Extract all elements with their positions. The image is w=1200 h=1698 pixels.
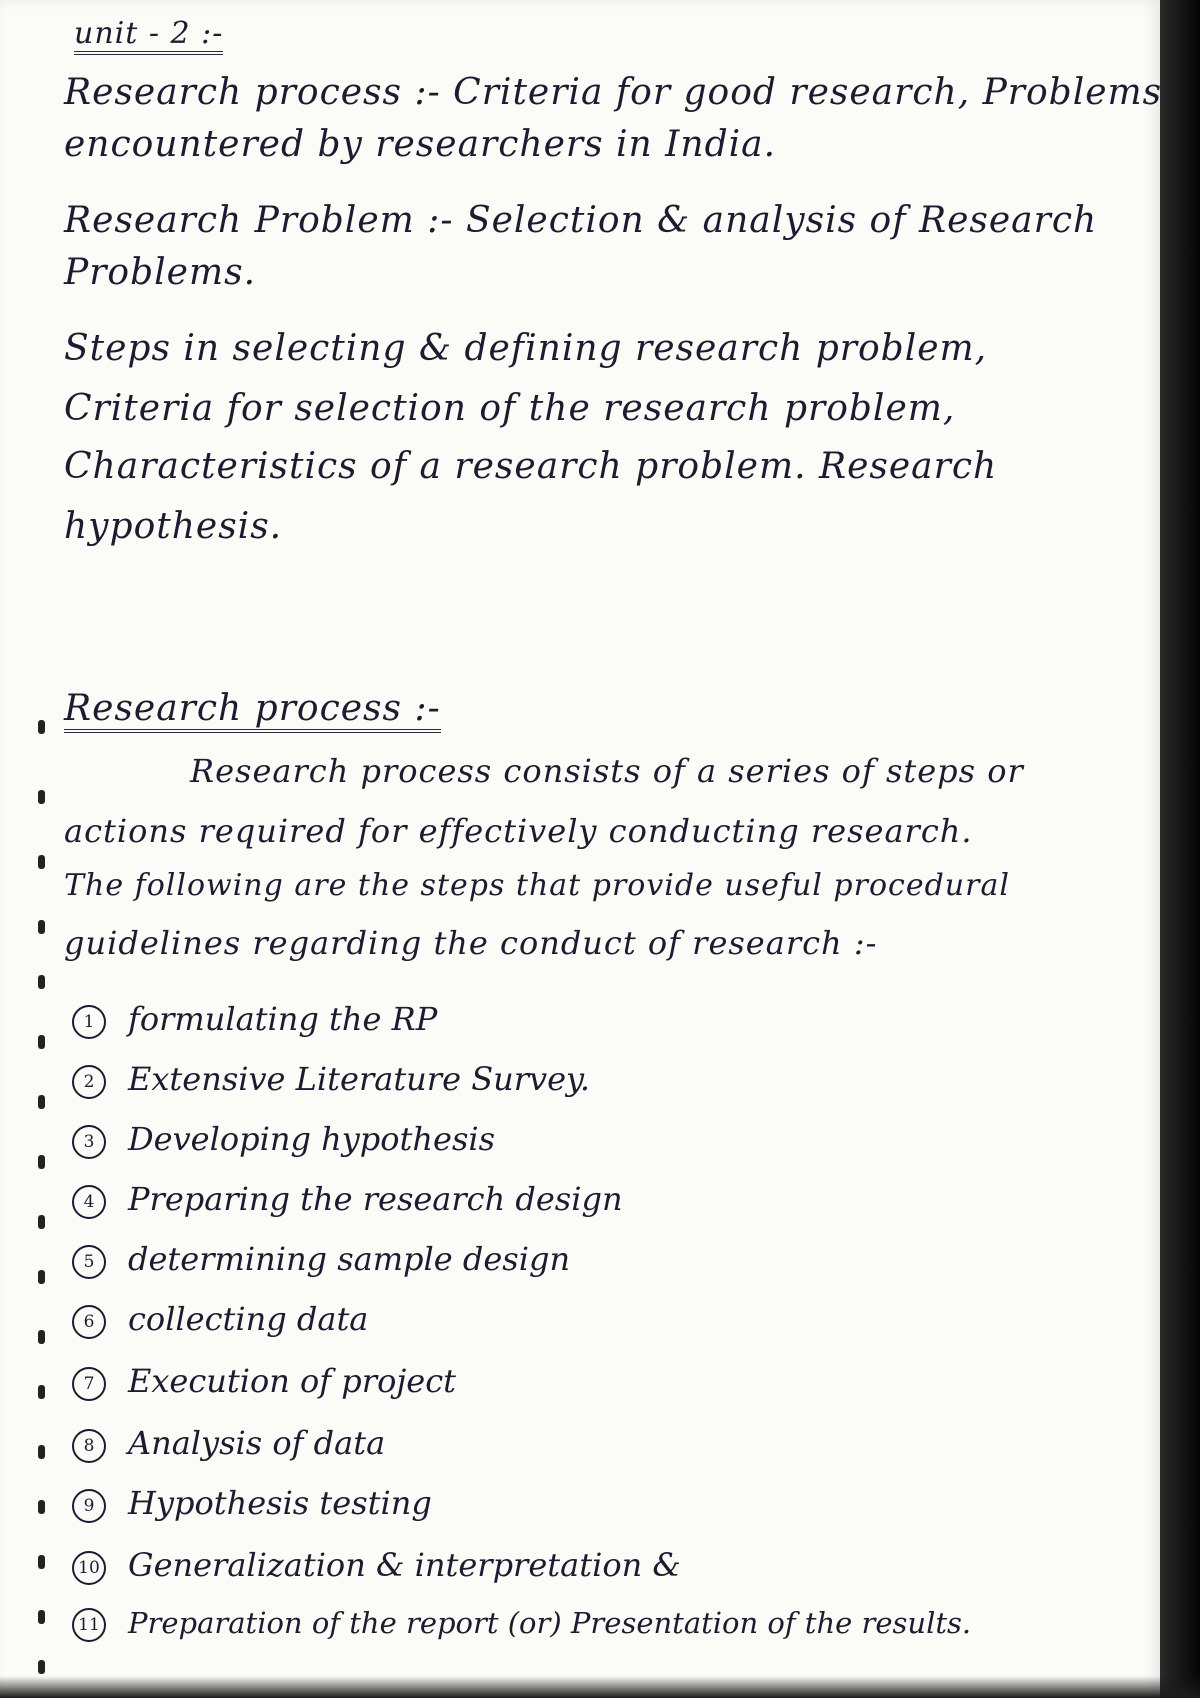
syllabus-line-3: Research Problem :- Selection & analysis of Research bbox=[64, 200, 1098, 241]
paragraph-line-2: actions required for effectively conducting research. bbox=[64, 812, 973, 850]
paragraph-line-3: The following are the steps that provide useful procedural bbox=[64, 868, 1010, 903]
list-item bbox=[72, 1240, 570, 1279]
syllabus-line-1: Research process :- Criteria for good research, Problems bbox=[64, 72, 1163, 113]
list-item bbox=[72, 1546, 681, 1585]
unit-heading bbox=[74, 16, 223, 51]
list-item bbox=[72, 1424, 385, 1463]
paragraph-line-4: guidelines regarding the conduct of research :- bbox=[64, 924, 878, 962]
step-text: formulating the RP bbox=[128, 1000, 438, 1038]
step-text: Preparing the research design bbox=[128, 1180, 623, 1218]
step-number: 10 bbox=[72, 1551, 106, 1585]
unit-label: unit - 2 :- bbox=[74, 16, 223, 55]
step-text: Execution of project bbox=[128, 1362, 456, 1400]
step-text: determining sample design bbox=[128, 1240, 571, 1278]
page-edge-shadow bbox=[1160, 0, 1200, 1698]
step-number: 6 bbox=[72, 1305, 106, 1339]
section-title bbox=[64, 688, 441, 729]
step-text: Analysis of data bbox=[128, 1424, 386, 1462]
step-text: Generalization & interpretation & bbox=[128, 1546, 681, 1584]
list-item bbox=[72, 1300, 368, 1339]
section-title-text: Research process :- bbox=[64, 688, 441, 733]
step-number: 2 bbox=[72, 1065, 106, 1099]
syllabus-line-2: encountered by researchers in India. bbox=[64, 124, 777, 165]
syllabus-line-4: Problems. bbox=[64, 252, 257, 293]
list-item bbox=[72, 1362, 456, 1401]
step-number: 4 bbox=[72, 1185, 106, 1219]
page-bottom-shadow bbox=[0, 1676, 1200, 1698]
margin-holes bbox=[38, 650, 48, 1690]
step-number: 7 bbox=[72, 1367, 106, 1401]
step-text: Preparation of the report (or) Presentation of the results. bbox=[128, 1606, 972, 1640]
step-text: Extensive Literature Survey. bbox=[128, 1060, 591, 1098]
step-number: 5 bbox=[72, 1245, 106, 1279]
list-item bbox=[72, 1606, 971, 1642]
syllabus-line-5: Steps in selecting & defining research problem, bbox=[64, 328, 988, 369]
syllabus-line-6: Criteria for selection of the research problem, bbox=[64, 388, 956, 429]
syllabus-line-7: Characteristics of a research problem. Research bbox=[64, 446, 998, 487]
list-item bbox=[72, 1060, 590, 1099]
step-number: 3 bbox=[72, 1125, 106, 1159]
list-item bbox=[72, 1180, 623, 1219]
list-item bbox=[72, 1000, 437, 1039]
step-text: Hypothesis testing bbox=[128, 1484, 432, 1522]
step-number: 8 bbox=[72, 1429, 106, 1463]
paragraph-line-1: Research process consists of a series of steps or bbox=[190, 752, 1024, 790]
list-item bbox=[72, 1484, 432, 1523]
step-text: Developing hypothesis bbox=[128, 1120, 496, 1158]
step-number: 9 bbox=[72, 1489, 106, 1523]
step-number: 11 bbox=[72, 1608, 106, 1642]
step-text: collecting data bbox=[128, 1300, 369, 1338]
list-item bbox=[72, 1120, 495, 1159]
syllabus-line-8: hypothesis. bbox=[64, 506, 283, 547]
step-number: 1 bbox=[72, 1005, 106, 1039]
